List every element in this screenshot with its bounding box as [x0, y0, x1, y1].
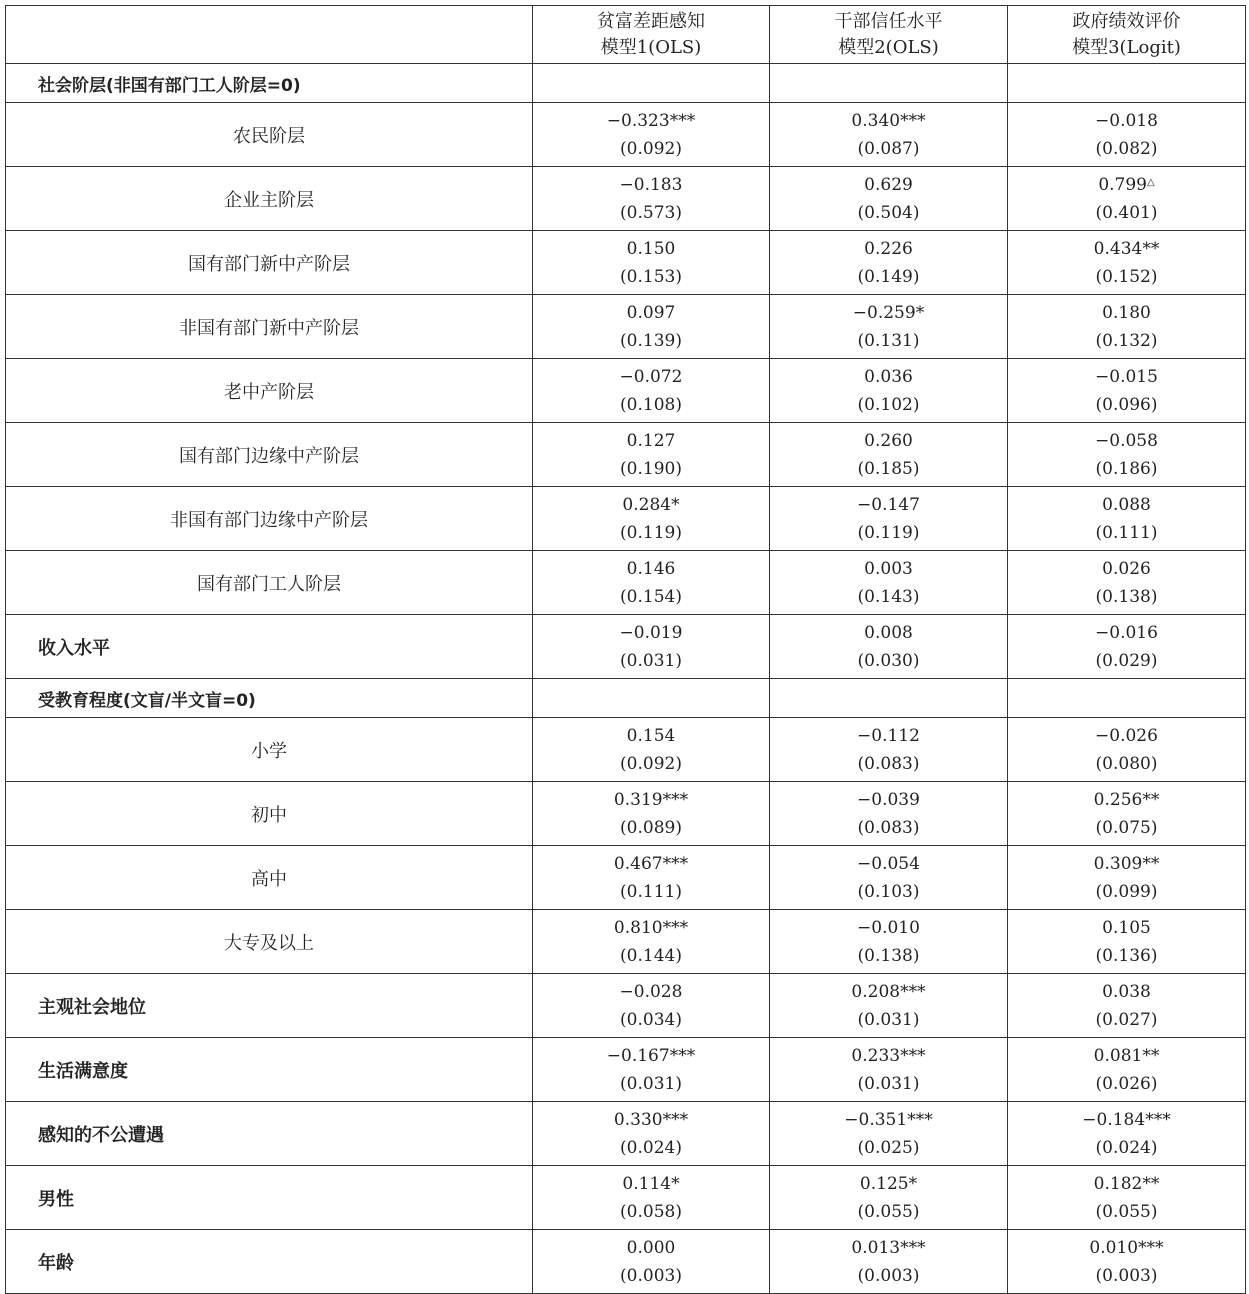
coefficient-text: −0.019 — [619, 622, 683, 643]
variable-label: 收入水平 — [6, 615, 533, 679]
coefficient — [1008, 235, 1245, 263]
table-row — [6, 910, 1246, 974]
standard-error: (0.089) — [620, 817, 682, 838]
coefficient-text: −0.054 — [857, 853, 920, 874]
standard-error: (0.144) — [620, 945, 682, 966]
coefficient — [770, 555, 1007, 583]
coefficient — [1008, 107, 1245, 135]
value-cell-model-2 — [770, 846, 1008, 910]
standard-error: (0.027) — [1095, 1009, 1158, 1030]
coefficient-text: 0.000 — [626, 1237, 676, 1258]
category-label: 企业主阶层 — [6, 167, 533, 231]
table-row — [6, 782, 1246, 846]
coefficient — [770, 1170, 1007, 1198]
coefficient — [770, 1042, 1007, 1070]
variable-label: 生活满意度 — [6, 1038, 533, 1102]
model-title: 干部信任水平 — [834, 10, 943, 32]
table-row — [6, 1102, 1246, 1166]
standard-error: (0.082) — [1095, 138, 1158, 159]
standard-error: (0.024) — [620, 1137, 682, 1158]
coefficient — [533, 491, 769, 519]
coefficient-text: 0.150 — [626, 238, 676, 259]
value-cell-model-3 — [1008, 1166, 1246, 1230]
coefficient — [770, 235, 1007, 263]
value-cell-model-2 — [770, 782, 1008, 846]
coefficient — [770, 1234, 1007, 1262]
coefficient-text: 0.038 — [1102, 981, 1151, 1002]
coefficient — [770, 171, 1007, 199]
value-cell-model-1 — [533, 103, 770, 167]
standard-error: (0.080) — [1095, 753, 1158, 774]
standard-error: (0.092) — [620, 138, 682, 159]
standard-error: (0.136) — [1095, 945, 1158, 966]
coefficient — [770, 1106, 1007, 1134]
coefficient-text: 0.003 — [864, 558, 913, 579]
coefficient — [1008, 914, 1245, 942]
coefficient — [533, 427, 769, 455]
table-row — [6, 295, 1246, 359]
coefficient-text: 0.154 — [626, 725, 676, 746]
standard-error: (0.025) — [857, 1137, 920, 1158]
coefficient — [533, 850, 769, 878]
coefficient — [1008, 1106, 1245, 1134]
standard-error: (0.075) — [1095, 817, 1158, 838]
coefficient — [1008, 722, 1245, 750]
coefficient-text: 0.629 — [864, 174, 913, 195]
value-cell-model-3 — [1008, 782, 1246, 846]
standard-error: (0.149) — [857, 266, 920, 287]
value-cell-model-3 — [1008, 103, 1246, 167]
coefficient-text: −0.184*** — [1082, 1109, 1171, 1130]
coefficient-text: 0.434** — [1093, 238, 1160, 259]
coefficient — [770, 619, 1007, 647]
coefficient — [770, 978, 1007, 1006]
standard-error: (0.153) — [620, 266, 682, 287]
coefficient — [533, 555, 769, 583]
value-cell-model-2 — [770, 487, 1008, 551]
value-cell-model-3 — [1008, 718, 1246, 782]
group-label: 受教育程度(文盲/半文盲=0) — [6, 679, 533, 718]
value-cell-model-3 — [1008, 423, 1246, 487]
standard-error: (0.030) — [857, 650, 920, 671]
model-title: 政府绩效评价 — [1072, 10, 1181, 32]
value-cell-model-1 — [533, 846, 770, 910]
standard-error: (0.055) — [1095, 1201, 1158, 1222]
value-cell-model-3 — [1008, 295, 1246, 359]
value-cell-model-3 — [1008, 231, 1246, 295]
coefficient-text: 0.260 — [864, 430, 913, 451]
coefficient-text: 0.256** — [1093, 789, 1160, 810]
table-row — [6, 551, 1246, 615]
table-row — [6, 615, 1246, 679]
coefficient-text: −0.018 — [1095, 110, 1158, 131]
standard-error: (0.003) — [857, 1265, 920, 1286]
standard-error: (0.031) — [857, 1073, 920, 1094]
table-body — [6, 64, 1246, 1294]
coefficient-text: 0.036 — [864, 366, 913, 387]
standard-error: (0.152) — [1095, 266, 1158, 287]
coefficient — [1008, 427, 1245, 455]
coefficient-text: −0.072 — [619, 366, 683, 387]
standard-error: (0.401) — [1095, 202, 1158, 223]
coefficient-text: 0.208*** — [851, 981, 926, 1002]
table-row — [6, 846, 1246, 910]
standard-error: (0.119) — [857, 522, 920, 543]
coefficient — [1008, 1234, 1245, 1262]
standard-error: (0.504) — [857, 202, 920, 223]
empty-cell — [770, 64, 1008, 103]
standard-error: (0.131) — [857, 330, 920, 351]
standard-error: (0.119) — [620, 522, 682, 543]
standard-error: (0.003) — [1095, 1265, 1158, 1286]
table-row — [6, 167, 1246, 231]
coefficient — [1008, 555, 1245, 583]
standard-error: (0.103) — [857, 881, 920, 902]
coefficient-text: 0.319*** — [613, 789, 689, 810]
standard-error: (0.083) — [857, 817, 920, 838]
coefficient-text: −0.058 — [1095, 430, 1158, 451]
table-row — [6, 1230, 1246, 1294]
standard-error: (0.083) — [857, 753, 920, 774]
empty-cell — [770, 679, 1008, 718]
coefficient-text: −0.026 — [1095, 725, 1158, 746]
standard-error: (0.029) — [1095, 650, 1158, 671]
coefficient-text: 0.013*** — [851, 1237, 926, 1258]
value-cell-model-1 — [533, 423, 770, 487]
coefficient — [770, 786, 1007, 814]
coefficient-text: 0.233*** — [851, 1045, 926, 1066]
coefficient — [533, 1042, 769, 1070]
coefficient-text: 0.226 — [864, 238, 913, 259]
category-label: 老中产阶层 — [6, 359, 533, 423]
coefficient — [770, 299, 1007, 327]
value-cell-model-2 — [770, 1038, 1008, 1102]
value-cell-model-2 — [770, 1166, 1008, 1230]
standard-error: (0.034) — [620, 1009, 682, 1030]
value-cell-model-2 — [770, 423, 1008, 487]
coefficient — [533, 914, 769, 942]
coefficient — [1008, 1170, 1245, 1198]
standard-error: (0.111) — [620, 881, 682, 902]
value-cell-model-2 — [770, 231, 1008, 295]
category-label: 初中 — [6, 782, 533, 846]
standard-error: (0.132) — [1095, 330, 1158, 351]
value-cell-model-2 — [770, 359, 1008, 423]
model-title: 贫富差距感知 — [597, 10, 705, 32]
category-label: 非国有部门边缘中产阶层 — [6, 487, 533, 551]
header-row — [6, 6, 1246, 64]
standard-error: (0.108) — [620, 394, 682, 415]
category-label: 小学 — [6, 718, 533, 782]
standard-error: (0.102) — [857, 394, 920, 415]
header-model-2 — [770, 6, 1008, 64]
standard-error: (0.186) — [1095, 458, 1158, 479]
value-cell-model-2 — [770, 295, 1008, 359]
coefficient-text: 0.182** — [1093, 1173, 1160, 1194]
coefficient-text: 0.026 — [1102, 558, 1151, 579]
coefficient-text: −0.147 — [857, 494, 920, 515]
coefficient — [770, 850, 1007, 878]
table-row — [6, 1038, 1246, 1102]
coefficient-text: −0.259* — [852, 302, 925, 323]
header-empty-cell — [6, 6, 533, 64]
standard-error: (0.143) — [857, 586, 920, 607]
group-label: 社会阶层(非国有部门工人阶层=0) — [6, 64, 533, 103]
empty-cell — [1008, 679, 1246, 718]
value-cell-model-1 — [533, 231, 770, 295]
coefficient — [770, 914, 1007, 942]
coefficient — [770, 107, 1007, 135]
value-cell-model-2 — [770, 910, 1008, 974]
value-cell-model-2 — [770, 1102, 1008, 1166]
coefficient-text: 0.127 — [626, 430, 676, 451]
value-cell-model-1 — [533, 167, 770, 231]
table-row — [6, 423, 1246, 487]
value-cell-model-3 — [1008, 846, 1246, 910]
value-cell-model-1 — [533, 295, 770, 359]
coefficient — [533, 978, 769, 1006]
coefficient — [1008, 363, 1245, 391]
value-cell-model-3 — [1008, 167, 1246, 231]
coefficient — [770, 427, 1007, 455]
category-label: 高中 — [6, 846, 533, 910]
coefficient-text: −0.028 — [619, 981, 683, 1002]
coefficient-text: 0.146 — [626, 558, 676, 579]
value-cell-model-1 — [533, 1166, 770, 1230]
coefficient — [1008, 171, 1245, 199]
value-cell-model-3 — [1008, 974, 1246, 1038]
value-cell-model-3 — [1008, 615, 1246, 679]
coefficient-text: 0.340*** — [851, 110, 926, 131]
value-cell-model-1 — [533, 782, 770, 846]
value-cell-model-2 — [770, 718, 1008, 782]
value-cell-model-2 — [770, 974, 1008, 1038]
value-cell-model-3 — [1008, 1230, 1246, 1294]
standard-error: (0.185) — [857, 458, 920, 479]
coefficient-text: 0.114* — [622, 1173, 680, 1194]
coefficient — [770, 363, 1007, 391]
standard-error: (0.139) — [620, 330, 682, 351]
coefficient — [1008, 491, 1245, 519]
value-cell-model-1 — [533, 359, 770, 423]
standard-error: (0.031) — [857, 1009, 920, 1030]
standard-error: (0.111) — [1095, 522, 1158, 543]
value-cell-model-2 — [770, 167, 1008, 231]
value-cell-model-3 — [1008, 1038, 1246, 1102]
value-cell-model-3 — [1008, 1102, 1246, 1166]
coefficient-text: −0.015 — [1095, 366, 1158, 387]
value-cell-model-2 — [770, 103, 1008, 167]
coefficient — [1008, 619, 1245, 647]
coefficient-text: 0.309** — [1093, 853, 1160, 874]
category-label: 非国有部门新中产阶层 — [6, 295, 533, 359]
standard-error: (0.031) — [620, 650, 682, 671]
coefficient-text: 0.467*** — [613, 853, 689, 874]
table-row — [6, 103, 1246, 167]
category-label: 国有部门工人阶层 — [6, 551, 533, 615]
coefficient — [533, 107, 769, 135]
value-cell-model-3 — [1008, 359, 1246, 423]
model-subtitle: 模型3(Logit) — [1072, 36, 1181, 58]
variable-label: 主观社会地位 — [6, 974, 533, 1038]
coefficient-text: 0.810*** — [613, 917, 689, 938]
standard-error: (0.092) — [620, 753, 682, 774]
coefficient-text: −0.010 — [857, 917, 920, 938]
coefficient-text: 0.105 — [1102, 917, 1151, 938]
variable-label: 男性 — [6, 1166, 533, 1230]
standard-error: (0.138) — [1095, 586, 1158, 607]
significance-mark: △ — [1146, 176, 1155, 188]
value-cell-model-1 — [533, 1102, 770, 1166]
category-label: 农民阶层 — [6, 103, 533, 167]
table-row — [6, 231, 1246, 295]
category-label: 国有部门新中产阶层 — [6, 231, 533, 295]
model-subtitle: 模型1(OLS) — [600, 36, 702, 58]
table-row — [6, 359, 1246, 423]
empty-cell — [1008, 64, 1246, 103]
coefficient-text: −0.351*** — [844, 1109, 933, 1130]
coefficient — [533, 1170, 769, 1198]
table-row — [6, 974, 1246, 1038]
coefficient — [1008, 1042, 1245, 1070]
coefficient-text: −0.323*** — [606, 110, 696, 131]
standard-error: (0.087) — [857, 138, 920, 159]
value-cell-model-1 — [533, 551, 770, 615]
coefficient — [533, 235, 769, 263]
value-cell-model-1 — [533, 1038, 770, 1102]
coefficient — [770, 491, 1007, 519]
value-cell-model-3 — [1008, 551, 1246, 615]
coefficient-text: 0.125* — [859, 1173, 918, 1194]
coefficient-text: 0.088 — [1102, 494, 1151, 515]
coefficient-text: 0.799 — [1098, 174, 1147, 195]
coefficient — [770, 722, 1007, 750]
category-label: 大专及以上 — [6, 910, 533, 974]
table-row — [6, 487, 1246, 551]
value-cell-model-2 — [770, 1230, 1008, 1294]
coefficient-text: −0.112 — [857, 725, 920, 746]
standard-error: (0.096) — [1095, 394, 1158, 415]
standard-error: (0.154) — [620, 586, 682, 607]
standard-error: (0.573) — [620, 202, 682, 223]
value-cell-model-2 — [770, 615, 1008, 679]
category-label: 国有部门边缘中产阶层 — [6, 423, 533, 487]
standard-error: (0.024) — [1095, 1137, 1158, 1158]
value-cell-model-3 — [1008, 910, 1246, 974]
group-header-row — [6, 679, 1246, 718]
coefficient-text: 0.081** — [1093, 1045, 1160, 1066]
coefficient — [533, 722, 769, 750]
value-cell-model-1 — [533, 718, 770, 782]
empty-cell — [533, 679, 770, 718]
value-cell-model-1 — [533, 1230, 770, 1294]
coefficient — [1008, 786, 1245, 814]
table-row — [6, 718, 1246, 782]
coefficient — [1008, 850, 1245, 878]
value-cell-model-1 — [533, 910, 770, 974]
empty-cell — [533, 64, 770, 103]
coefficient-text: 0.330*** — [613, 1109, 689, 1130]
coefficient-text: 0.097 — [626, 302, 676, 323]
standard-error: (0.190) — [620, 458, 682, 479]
group-header-row — [6, 64, 1246, 103]
model-subtitle: 模型2(OLS) — [838, 36, 939, 58]
coefficient — [533, 619, 769, 647]
coefficient-text: −0.183 — [619, 174, 683, 195]
value-cell-model-1 — [533, 974, 770, 1038]
variable-label: 年龄 — [6, 1230, 533, 1294]
coefficient-text: −0.016 — [1095, 622, 1158, 643]
standard-error: (0.003) — [620, 1265, 682, 1286]
standard-error: (0.099) — [1095, 881, 1158, 902]
standard-error: (0.138) — [857, 945, 920, 966]
value-cell-model-1 — [533, 615, 770, 679]
coefficient-text: 0.284* — [622, 494, 680, 515]
coefficient — [533, 1234, 769, 1262]
standard-error: (0.058) — [620, 1201, 682, 1222]
coefficient — [533, 299, 769, 327]
value-cell-model-3 — [1008, 487, 1246, 551]
variable-label: 感知的不公遭遇 — [6, 1102, 533, 1166]
regression-table — [5, 5, 1246, 1294]
coefficient-text: 0.008 — [864, 622, 913, 643]
value-cell-model-2 — [770, 551, 1008, 615]
coefficient — [533, 171, 769, 199]
coefficient — [533, 363, 769, 391]
standard-error: (0.026) — [1095, 1073, 1158, 1094]
coefficient — [1008, 978, 1245, 1006]
coefficient — [533, 786, 769, 814]
coefficient — [533, 1106, 769, 1134]
standard-error: (0.055) — [857, 1201, 920, 1222]
table-row — [6, 1166, 1246, 1230]
coefficient-text: −0.039 — [857, 789, 920, 810]
standard-error: (0.031) — [620, 1073, 682, 1094]
coefficient-text: 0.010*** — [1089, 1237, 1164, 1258]
value-cell-model-1 — [533, 487, 770, 551]
coefficient — [1008, 299, 1245, 327]
header-model-1 — [533, 6, 770, 64]
header-model-3 — [1008, 6, 1246, 64]
coefficient-text: −0.167*** — [606, 1045, 696, 1066]
coefficient-text: 0.180 — [1102, 302, 1151, 323]
